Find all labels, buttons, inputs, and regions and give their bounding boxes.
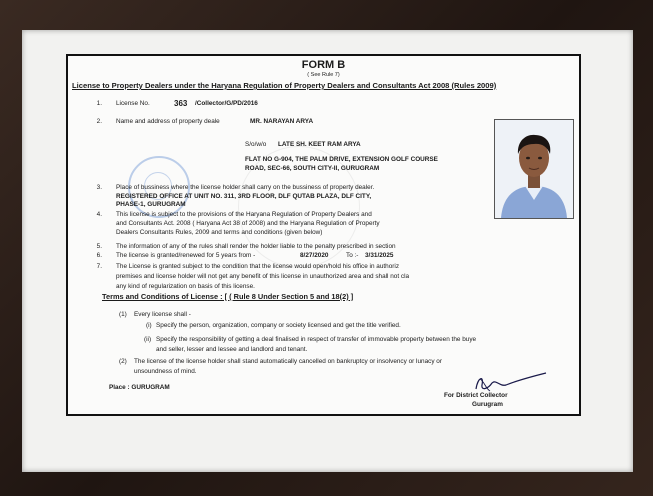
name-label: Name and address of property deale — [116, 118, 220, 125]
validity-text: The license is granted/renewed for 5 years from - — [116, 252, 256, 259]
item-number: 6. — [96, 252, 102, 259]
valid-from-date: 8/27/2020 — [300, 252, 329, 259]
place-label: Place : GURUGRAM — [109, 384, 170, 391]
signature-icon — [470, 369, 550, 395]
valid-to-date: 3/31/2025 — [365, 252, 394, 259]
person-photo-icon — [495, 120, 573, 218]
dealer-name: MR. NARAYAN ARYA — [250, 118, 314, 125]
subject-line: This license is subject to the provisions of the Haryana Regulation of Property Dealers and — [116, 211, 372, 218]
address-line: FLAT NO G-904, THE PALM DRIVE, EXTENSION GOLF COURSE — [245, 156, 438, 163]
relation-label: S/o/w/o — [245, 141, 267, 148]
holder-photo — [494, 119, 574, 219]
form-title: FORM B — [301, 59, 346, 71]
issuing-authority-location: Gurugram — [472, 401, 503, 408]
condition-text: Every license shall - — [134, 311, 191, 318]
condition-number: (i) — [146, 322, 152, 329]
granted-line: any kind of regularization on basis of this license. — [116, 283, 255, 290]
business-address: REGISTERED OFFICE AT UNIT NO. 311, 3RD FLOOR, DLF QUTAB PLAZA, DLF CITY, — [116, 193, 372, 200]
granted-line: premises and license holder will not get any benefit of this license in unauthorized area and shall not cla — [116, 273, 410, 280]
condition-number: (1) — [119, 311, 127, 318]
license-no-suffix: /Collector/G/PD/2016 — [195, 100, 258, 107]
item-number: 2. — [96, 118, 102, 125]
license-no-value: 363 — [174, 99, 188, 108]
form-subtitle: ( See Rule 7) — [307, 72, 340, 78]
valid-to-label: To :- — [346, 252, 359, 259]
condition-text: Specify the person, organization, company or society licensed and get the title verified. — [156, 322, 401, 329]
terms-heading: Terms and Conditions of License : [ ( Rule 8 Under Section 5 and 18(2) ] — [102, 292, 354, 301]
item-number: 3. — [96, 184, 102, 191]
condition-number: (ii) — [144, 336, 152, 343]
address-line: ROAD, SEC-66, SOUTH CITY-II, GURUGRAM — [245, 165, 380, 172]
condition-text: Specify the responsibility of getting a deal finalised in respect of transfer of immovable property between the buye — [156, 336, 477, 343]
information-line: The information of any of the rules shall render the holder liable to the penalty prescribed in section — [116, 243, 396, 250]
condition-number: (2) — [119, 358, 127, 365]
condition-text: unsoundness of mind. — [134, 368, 197, 375]
certificate-document — [66, 54, 581, 416]
form-heading: License to Property Dealers under the Haryana Regulation of Property Dealers and Consultants Act 2008 (Rules 2009) — [72, 81, 497, 90]
item-number: 4. — [96, 211, 102, 218]
subject-line: Dealers Consultants Rules, 2009 and terms and conditions (given below) — [116, 229, 323, 236]
condition-text: and seller, lesser and lessee and landlord and tenant. — [156, 346, 308, 353]
issuing-authority: For District Collector — [444, 392, 508, 399]
relation-value: LATE SH. KEET RAM ARYA — [278, 141, 361, 148]
license-no-label: License No. — [116, 100, 150, 107]
business-line: Place of bussiness where the license holder shall carry on the bussiness of property dealer. — [116, 184, 375, 191]
granted-line: The License is granted subject to the condition that the license would open/hold his office in authoriz — [116, 263, 400, 270]
item-number: 5. — [96, 243, 102, 250]
item-number: 7. — [96, 263, 102, 270]
condition-text: The license of the license holder shall stand automatically cancelled on bankruptcy or insolvency or lunacy or — [134, 358, 442, 365]
item-number: 1. — [96, 100, 102, 107]
subject-line: and Consultants Act. 2008 ( Haryana Act 38 of 2008) and the Haryana Regulation of Property — [116, 220, 380, 227]
business-address: PHASE-1, GURUGRAM — [116, 201, 186, 208]
